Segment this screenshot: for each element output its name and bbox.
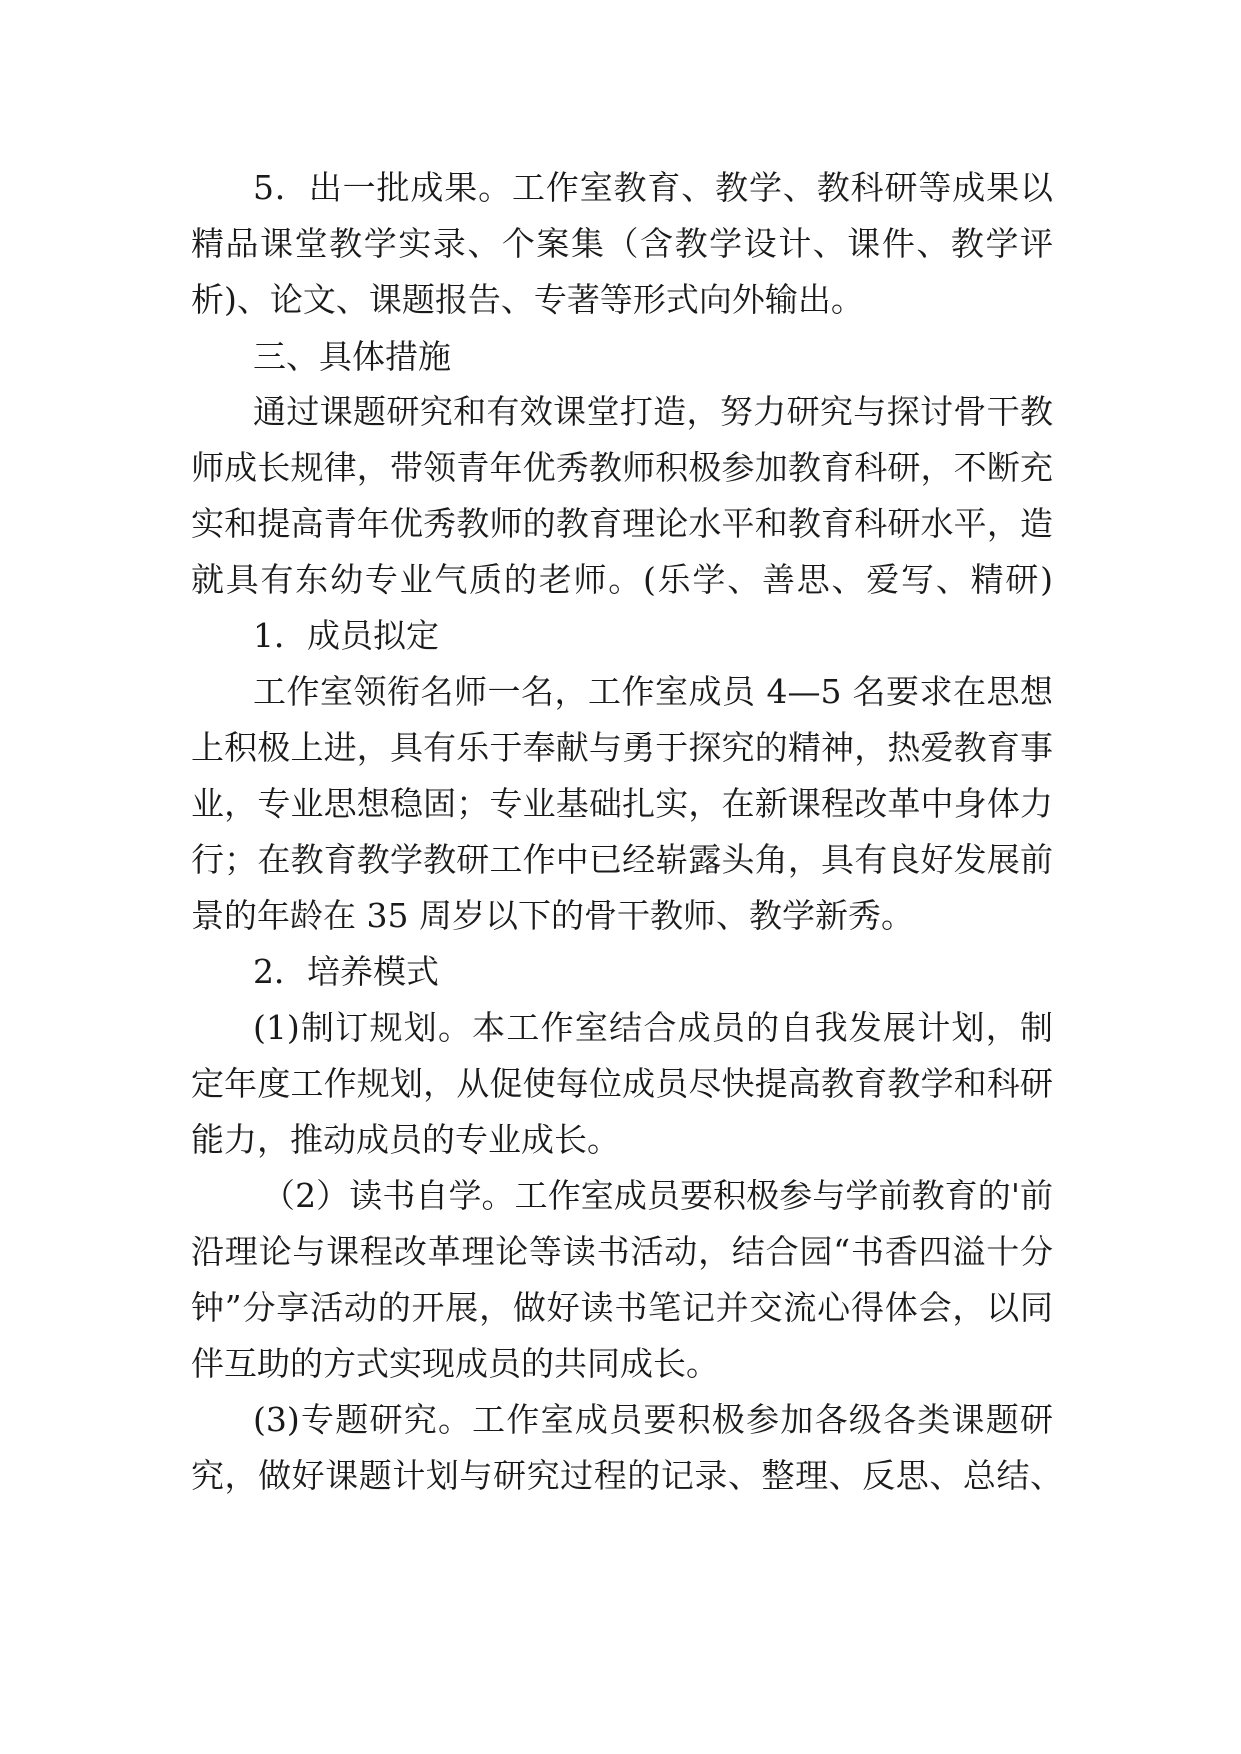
paragraph-line: 师成长规律，带领青年优秀教师积极参加教育科研，不断充 [191,448,1053,487]
subsection-heading: 2．培养模式 [253,952,439,991]
paragraph-line: (1)制订规划。本工作室结合成员的自我发展计划，制 [253,1008,1053,1047]
paragraph-line: 实和提高青年优秀教师的教育理论水平和教育科研水平，造 [191,504,1053,543]
paragraph-line: 伴互助的方式实现成员的共同成长。 [191,1344,719,1383]
paragraph-line: （2）读书自学。工作室成员要积极参与学前教育的'前 [262,1176,1053,1215]
paragraph-line: 钟”分享活动的开展，做好读书笔记并交流心得体会，以同 [191,1288,1053,1327]
paragraph-line: 5．出一批成果。工作室教育、教学、教科研等成果以 [253,168,1053,207]
subsection-heading: 1．成员拟定 [253,616,439,655]
paragraph-line: 析)、论文、课题报告、专著等形式向外输出。 [191,280,864,319]
section-heading: 三、具体措施 [253,337,451,376]
paragraph-line: (3)专题研究。工作室成员要积极参加各级各类课题研 [253,1400,1053,1439]
paragraph-line: 究，做好课题计划与研究过程的记录、整理、反思、总结、 [191,1456,1063,1495]
paragraph-line: 通过课题研究和有效课堂打造，努力研究与探讨骨干教 [253,392,1053,431]
paragraph-line: 行；在教育教学教研工作中已经崭露头角，具有良好发展前 [191,840,1053,879]
paragraph-line: 就具有东幼专业气质的老师。(乐学、善思、爱写、精研) [191,560,1053,599]
paragraph-line: 上积极上进，具有乐于奉献与勇于探究的精神，热爱教育事 [191,728,1053,767]
paragraph-line: 景的年龄在 35 周岁以下的骨干教师、教学新秀。 [191,896,914,935]
paragraph-line: 能力，推动成员的专业成长。 [191,1120,620,1159]
paragraph-line: 业，专业思想稳固；专业基础扎实，在新课程改革中身体力 [191,784,1053,823]
paragraph-line: 定年度工作规划，从促使每位成员尽快提高教育教学和科研 [191,1064,1053,1103]
paragraph-line: 精品课堂教学实录、个案集（含教学设计、课件、教学评 [191,224,1053,263]
paragraph-line: 沿理论与课程改革理论等读书活动，结合园“书香四溢十分 [191,1232,1053,1271]
paragraph-line: 工作室领衔名师一名，工作室成员 4—5 名要求在思想 [253,672,1053,711]
